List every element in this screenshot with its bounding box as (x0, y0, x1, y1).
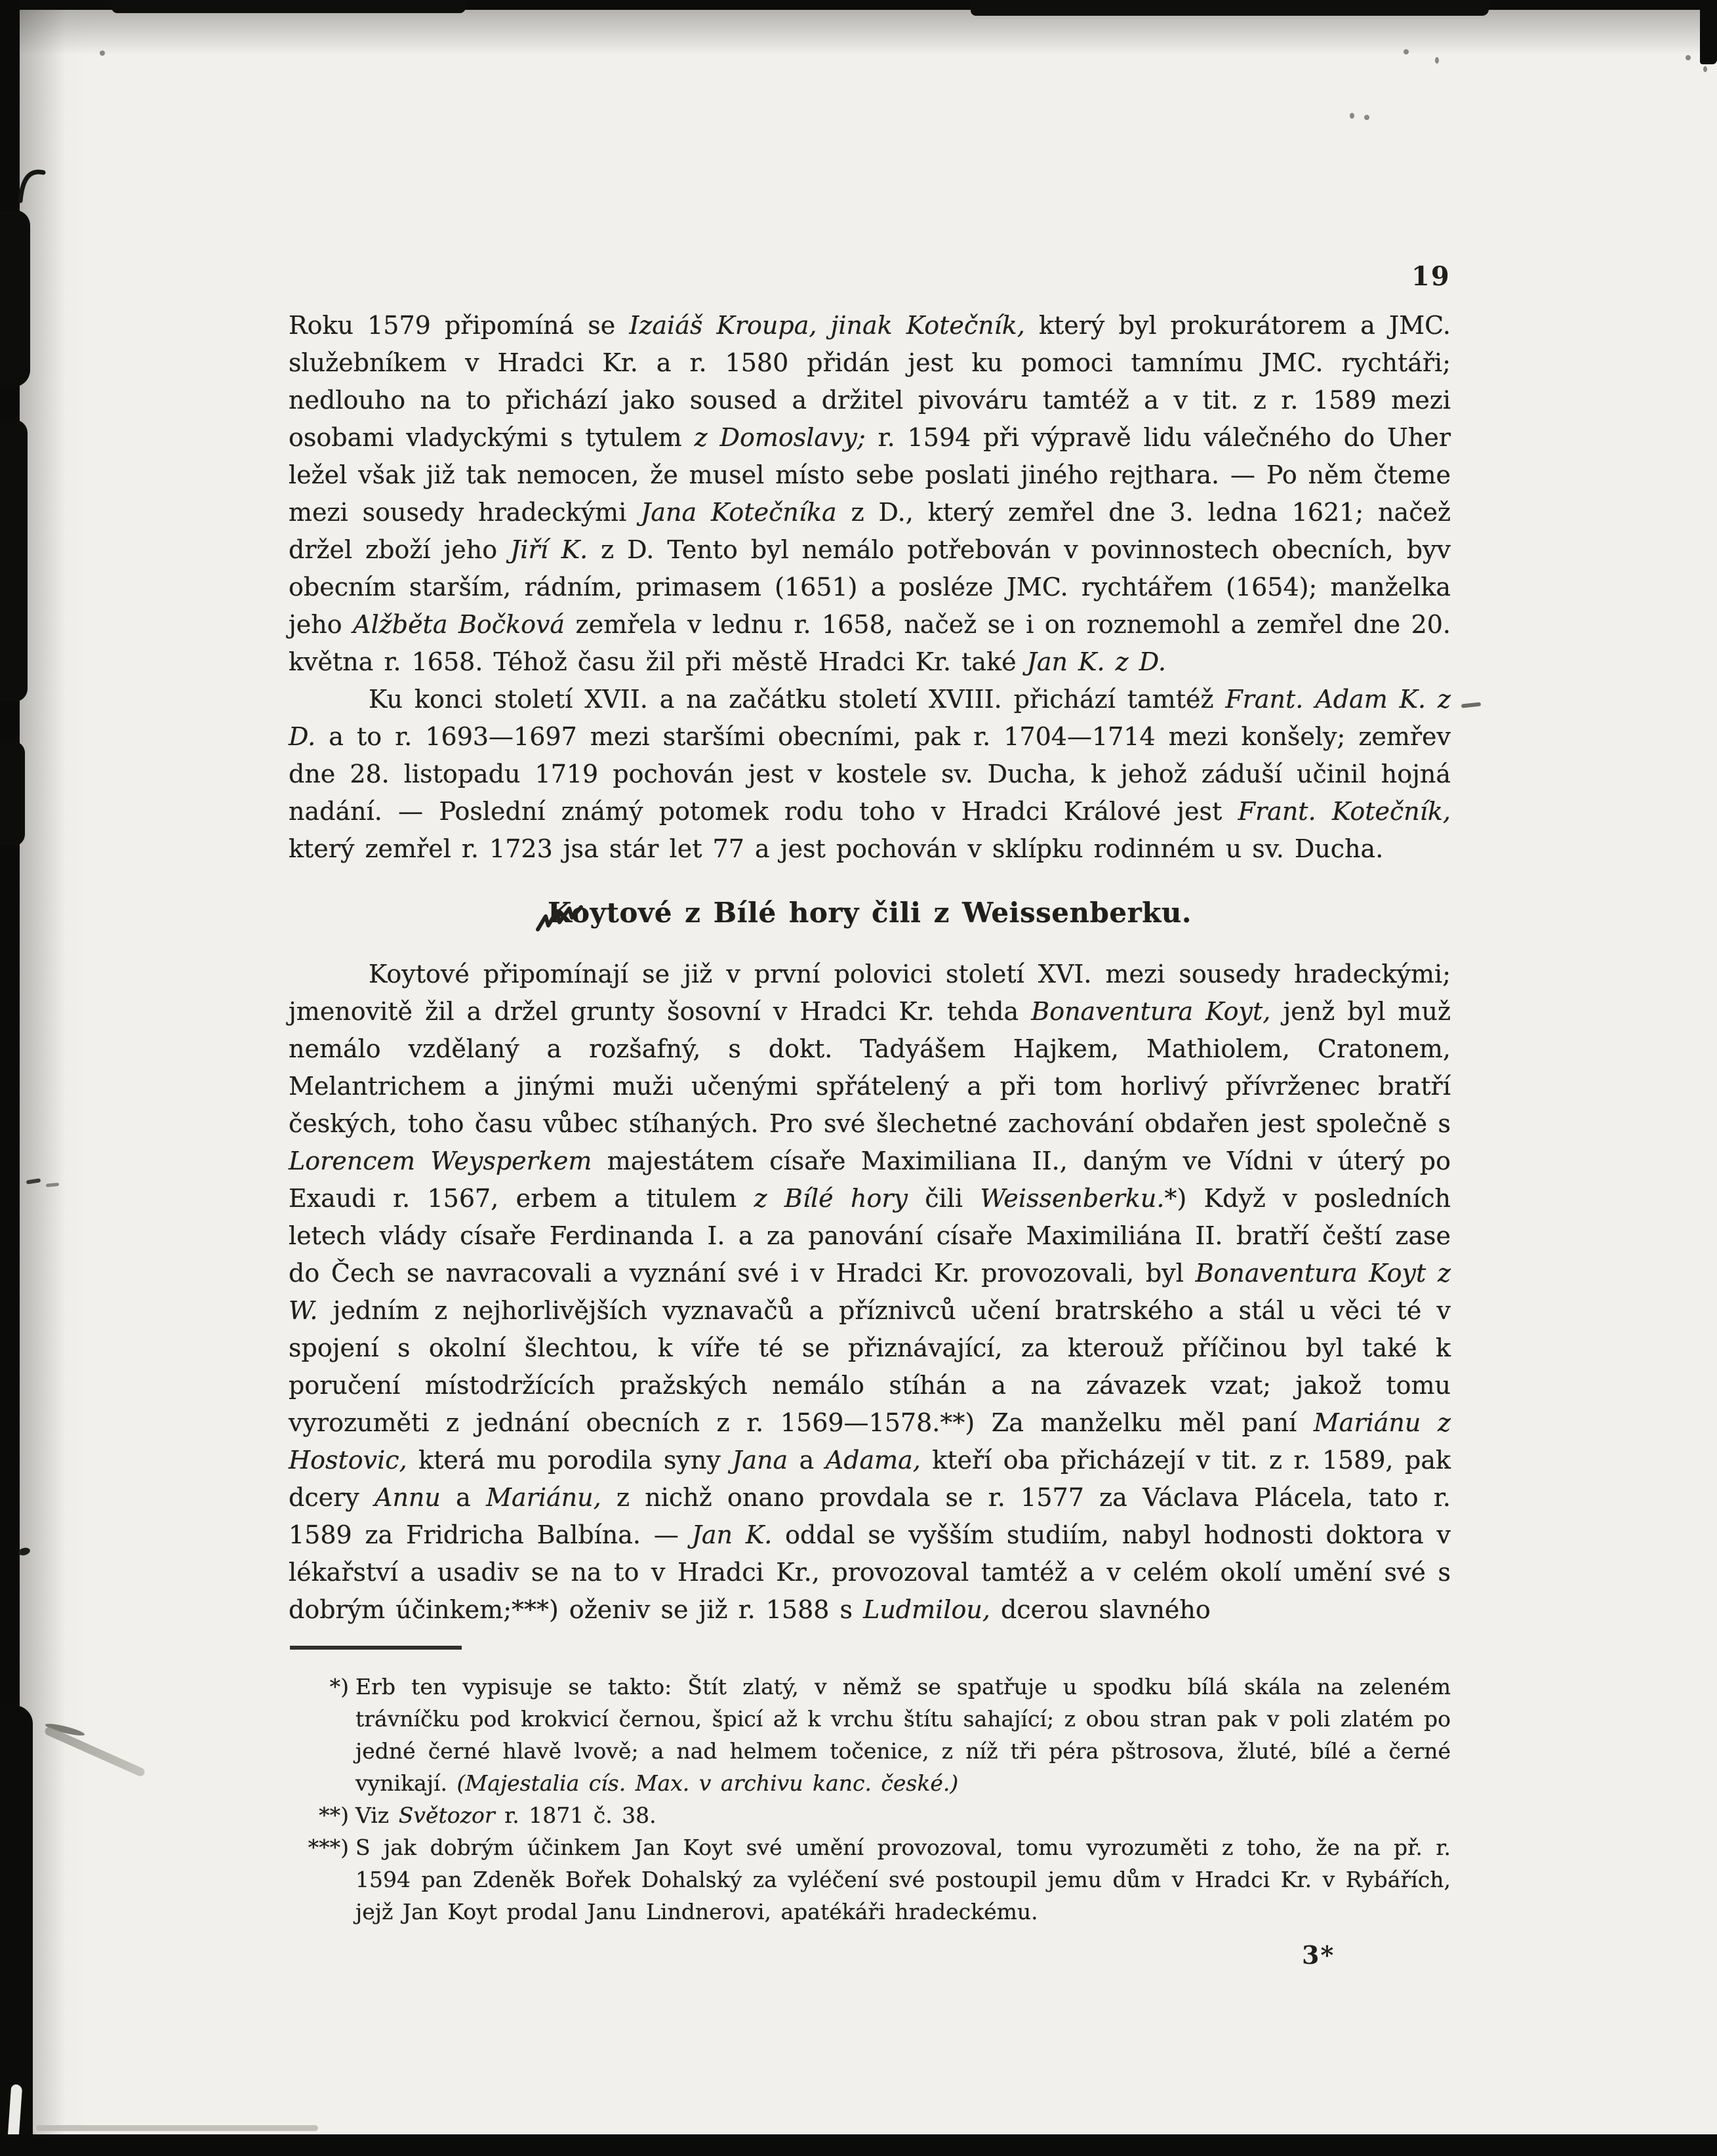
footnote-3 (289, 1831, 1451, 1928)
scan-edge-top-lump (111, 0, 466, 13)
footnote-divider (290, 1646, 462, 1650)
footnotes-block (289, 1671, 1451, 1928)
scan-speck (1435, 57, 1439, 64)
scan-bottom-smudge (36, 2125, 318, 2131)
footnote-2 (289, 1799, 1451, 1831)
footnote-1 (289, 1671, 1451, 1799)
page-number: 19 (1411, 261, 1451, 292)
scan-speck (1364, 115, 1369, 120)
scan-speck (100, 51, 105, 56)
pencil-zigzag-mark (535, 902, 586, 946)
signature-mark: 3* (1302, 1940, 1335, 1970)
scan-edge-left-lump (0, 210, 30, 387)
pencil-dash-mark (1461, 702, 1481, 708)
scan-edge-left-lump (0, 741, 25, 846)
scan-top-shadow (0, 9, 1717, 55)
paragraph-kotecnik-1: Roku 1579 připomíná se Izaiáš Kroupa, jinak Kotečník, který byl prokurátorem a JMC. služebníkem v Hradci Kr. a r. 1580 přidán jest ku pomoci tamnímu JMC. rychtáři; nedlouho na to přichází jako soused a držitel pivováru tamtéž a v tit. z r. 1589 mezi osobami vladyckými s tytulem z Domoslavy; r. 1594 při výpravě lidu válečného do Uher ležel však již tak nemocen, že musel místo sebe poslati jiného rejthara. — Po něm čteme mezi sousedy hradeckými Jana Kotečníka z D., který zemřel dne 3. ledna 1621; načež držel zboží jeho Jiří K. z D. Tento byl nemálo potřebován v povinnostech obecních, byv obecním starším, rádním, primasem (1651) a posléze JMC. rychtářem (1654); manželka jeho Alžběta Bočková zemřela v lednu r. 1658, načež se i on roznemohl a zemřel dne 20. května r. 1658. Téhož času žil při městě Hradci Kr. také Jan K. z D. (289, 311, 1451, 676)
margin-hook-mark (17, 164, 47, 206)
scan-speck (1703, 66, 1707, 72)
footnote-3-text: S jak dobrým účinkem Jan Koyt své umění provozoval, tomu vyrozuměti z toho, že na př. r. 1594 pan Zdeněk Bořek Dohalský za vyléčení své postoupil jemu dům v Hradci Kr. v Rybářích, jejž Jan Koyt prodal Janu Lindnerovi, apatékáři hradeckému. (355, 1835, 1451, 1924)
section-heading (289, 891, 1451, 935)
scan-edge-top-lump (971, 0, 1489, 16)
scan-edge-left-lump (0, 420, 28, 702)
paragraph-koytove: Koytové připomínají se již v první polovici století XVI. mezi sousedy hradeckými; jmenovitě žil a držel grunty šosovní v Hradci Kr. tehda Bonaventura Koyt, jenž byl muž nemálo vzdělaný a rozšafný, s dokt. Tadyášem Hajkem, Mathiolem, Cratonem, Melantrichem a jinými muži učenými spřátelený a při tom horlivý přívrženec bratří českých, toho času vůbec stíhaných. Pro své šlechetné zachování obdařen jest společně s Lorencem Weysperkem majestátem císaře Maximiliana II., daným ve Vídni v úterý po Exaudi r. 1567, erbem a titulem z Bílé hory čili Weissenberku.*) Když v posledních letech vlády císaře Ferdinanda I. a za panování císaře Maximiliána II. bratří čeští zase do Čech se navracovali a vyznání své i v Hradci Kr. provozovali, byl Bonaventura Koyt z W. jedním z nejhorlivějších vyznavačů a příznivců učení bratrského a stál u věci té v spojení s okolní šlechtou, k víře té se přiznávající, za kterouž příčinou byl také k poručení místodržících pražských nemálo stíhán a na závazek vzat; jakož tomu vyrozuměti z jednání obecních z r. 1569—1578.**) Za manželku měl paní Mariánu z Hostovic, která mu porodila syny Jana a Adama, kteří oba přicházejí v tit. z r. 1589, pak dcery Annu a Mariánu, z nichž onano provdala se r. 1577 za Václava Plácela, tato r. 1589 za Fridricha Balbína. — Jan K. oddal se vyšším studiím, nabyl hodnosti doktora v lékařství a usadiv se na to v Hradci Kr., provozoval tamtéž a v celém okolí umění své s dobrým účinkem;***) oženiv se již r. 1588 s Ludmilou, dcerou slavného (289, 960, 1451, 1624)
scan-edge-bottom (0, 2134, 1717, 2156)
footnote-1-marker: *) (329, 1674, 349, 1699)
footnote-3-marker: ***) (308, 1835, 349, 1860)
scan-speck (1686, 55, 1691, 60)
section-heading-text: Koytové z Bílé hory čili z Weissenberku. (547, 897, 1192, 929)
scan-speck (1404, 49, 1409, 54)
scan-edge-right (1700, 0, 1717, 64)
footnote-1-text: Erb ten vypisuje se takto: Štít zlatý, v němž se spatřuje u spodku bílá skála na zeleném trávníčku pod krokvicí černou, špicí až k vrchu štítu sahající; z obou stran pak v poli zlatém po jedné černé hlavě lvově; a nad helmem točenice, z níž tři péra pštrosova, žluté, bílé a černé vynikají. (Majestalia cís. Max. v archivu kanc. české.) (355, 1674, 1451, 1796)
text-block (289, 307, 1451, 1928)
footnote-2-marker: **) (319, 1802, 349, 1828)
scan-speck (1350, 113, 1354, 119)
paragraph-kotecnik-2: Ku konci století XVII. a na začátku století XVIII. přichází tamtéž Frant. Adam K. z D. a to r. 1693—1697 mezi staršími obecními, pak r. 1704—1714 mezi konšely; zemřev dne 28. listopadu 1719 pochován jest v kostele sv. Ducha, k jehož záduší učinil hojná nadání. — Poslední známý potomek rodu toho v Hradci Králové jest Frant. Kotečník, který zemřel r. 1723 jsa stár let 77 a jest pochován v sklípku rodinném u sv. Ducha. (289, 685, 1451, 863)
footnote-2-text: Viz Světozor r. 1871 č. 38. (355, 1802, 656, 1828)
